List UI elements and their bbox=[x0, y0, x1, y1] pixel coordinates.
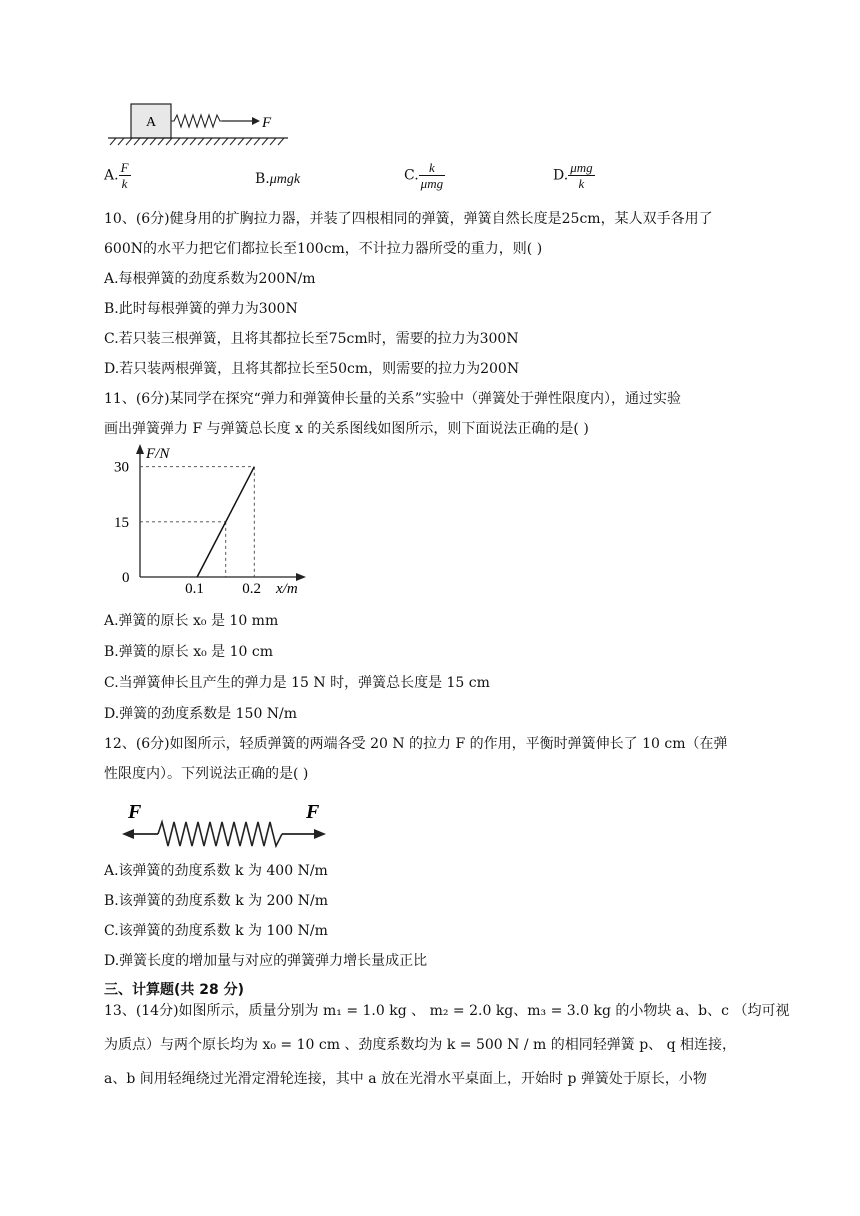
option-a-denominator: k bbox=[121, 176, 128, 191]
option-d-denominator: k bbox=[578, 176, 585, 191]
q12-stem-line2: 性限度内）。下列说法正确的是( ) bbox=[104, 766, 309, 782]
q12-option-c: C.该弹簧的劲度系数 k 为 100 N/m bbox=[104, 923, 328, 939]
option-b-text: μmgk bbox=[269, 172, 301, 187]
q12-stem-line1: 12、(6分)如图所示，轻质弹簧的两端各受 20 N 的拉力 F 的作用，平衡时弹簧伸长了 10 cm（在弹 bbox=[104, 736, 728, 752]
section-title: 三、计算题(共 28 分) bbox=[104, 982, 245, 998]
x-axis-label: x/m bbox=[276, 581, 298, 597]
y-tick-label-0: 0 bbox=[122, 570, 130, 586]
q10-option-a: A.每根弹簧的劲度系数为200N/m bbox=[104, 271, 316, 287]
ground-hatch bbox=[110, 138, 284, 145]
option-a-fraction bbox=[119, 160, 131, 191]
q9-option-c bbox=[404, 160, 445, 191]
option-a-prefix: A. bbox=[104, 167, 119, 184]
option-a-numerator: F bbox=[120, 160, 129, 175]
q11-stem-line2: 画出弹簧弹力 F 与弹簧总长度 x 的关系图线如图所示，则下面说法正确的是( ) bbox=[104, 421, 589, 437]
block-a-label: A bbox=[146, 115, 157, 130]
x-tick-label-1: 0.2 bbox=[242, 581, 262, 597]
option-c-prefix: C. bbox=[404, 167, 419, 184]
q10-stem-line1: 10、(6分)健身用的扩胸拉力器，并装了四根相同的弹簧，弹簧自然长度是25cm，某人双手各用了 bbox=[104, 211, 713, 227]
right-force-label: F bbox=[306, 801, 320, 823]
y-axis-arrow bbox=[136, 444, 144, 454]
q13-line2: 为质点）与两个原长均为 x₀ = 10 cm 、劲度系数均为 k = 500 N / m 的相同轻弹簧 p、 q 相连接， bbox=[104, 1037, 737, 1053]
q10-option-d: D.若只装两根弹簧，且将其都拉长至50cm，则需要的拉力为200N bbox=[104, 361, 520, 377]
q12-option-b: B.该弹簧的劲度系数 k 为 200 N/m bbox=[104, 893, 328, 909]
q12-option-d: D.弹簧长度的增加量与对应的弹簧弹力增长量成正比 bbox=[104, 953, 428, 969]
q9-option-d bbox=[553, 160, 595, 191]
q11-chart bbox=[104, 442, 314, 602]
y-axis-label: F/N bbox=[146, 446, 170, 462]
q12-figure bbox=[120, 796, 340, 856]
q13-line1: 13、(14分)如图所示，质量分别为 m₁ = 1.0 kg 、 m₂ = 2.0 kg、m₃ = 3.0 kg 的小物块 a、b、c （均可视 bbox=[104, 1003, 790, 1019]
right-arrow-head bbox=[314, 829, 326, 839]
q10-option-b: B.此时每根弹簧的弹力为300N bbox=[104, 301, 298, 317]
q11-option-c: C.当弹簧伸长且产生的弹力是 15 N 时，弹簧总长度是 15 cm bbox=[104, 675, 490, 691]
y-tick-label-1: 15 bbox=[114, 514, 129, 531]
q11-stem-line1: 11、(6分)某同学在探究“弹力和弹簧伸长量的关系”实验中（弹簧处于弹性限度内），通过实验 bbox=[104, 391, 681, 407]
q10-stem-line2: 600N的水平力把它们都拉长至100cm，不计拉力器所受的重力，则( ) bbox=[104, 241, 543, 257]
option-b-prefix: B. bbox=[255, 171, 270, 187]
option-c-fraction bbox=[419, 160, 445, 191]
option-c-numerator: k bbox=[419, 160, 445, 176]
q12-option-a: A.该弹簧的劲度系数 k 为 400 N/m bbox=[104, 863, 328, 879]
q9-option-b bbox=[255, 171, 300, 188]
x-axis-arrow bbox=[296, 573, 306, 581]
y-tick-label-2: 30 bbox=[114, 459, 129, 476]
x-tick-label-0: 0.1 bbox=[185, 581, 204, 597]
q13-line3: a、b 间用轻绳绕过光滑定滑轮连接，其中 a 放在光滑水平桌面上，开始时 p 弹簧处于原长，小物 bbox=[104, 1071, 707, 1087]
spring bbox=[158, 822, 282, 846]
q10-option-c: C.若只装三根弹簧，且将其都拉长至75cm时，需要的拉力为300N bbox=[104, 331, 519, 347]
force-label: F bbox=[262, 115, 272, 131]
option-d-fraction bbox=[568, 160, 594, 191]
q11-option-a: A.弹簧的原长 x₀ 是 10 mm bbox=[104, 613, 279, 629]
left-force-label: F bbox=[128, 801, 142, 823]
q11-option-d: D.弹簧的劲度系数是 150 N/m bbox=[104, 706, 298, 722]
option-d-prefix: D. bbox=[553, 167, 569, 184]
q9-figure bbox=[100, 98, 300, 150]
option-d-numerator: μmg bbox=[570, 160, 593, 175]
spring bbox=[171, 115, 222, 127]
q11-option-b: B.弹簧的原长 x₀ 是 10 cm bbox=[104, 644, 273, 660]
q9-option-a bbox=[104, 160, 131, 191]
force-arrow-head bbox=[252, 117, 260, 125]
option-c-denominator: μmg bbox=[420, 176, 444, 191]
